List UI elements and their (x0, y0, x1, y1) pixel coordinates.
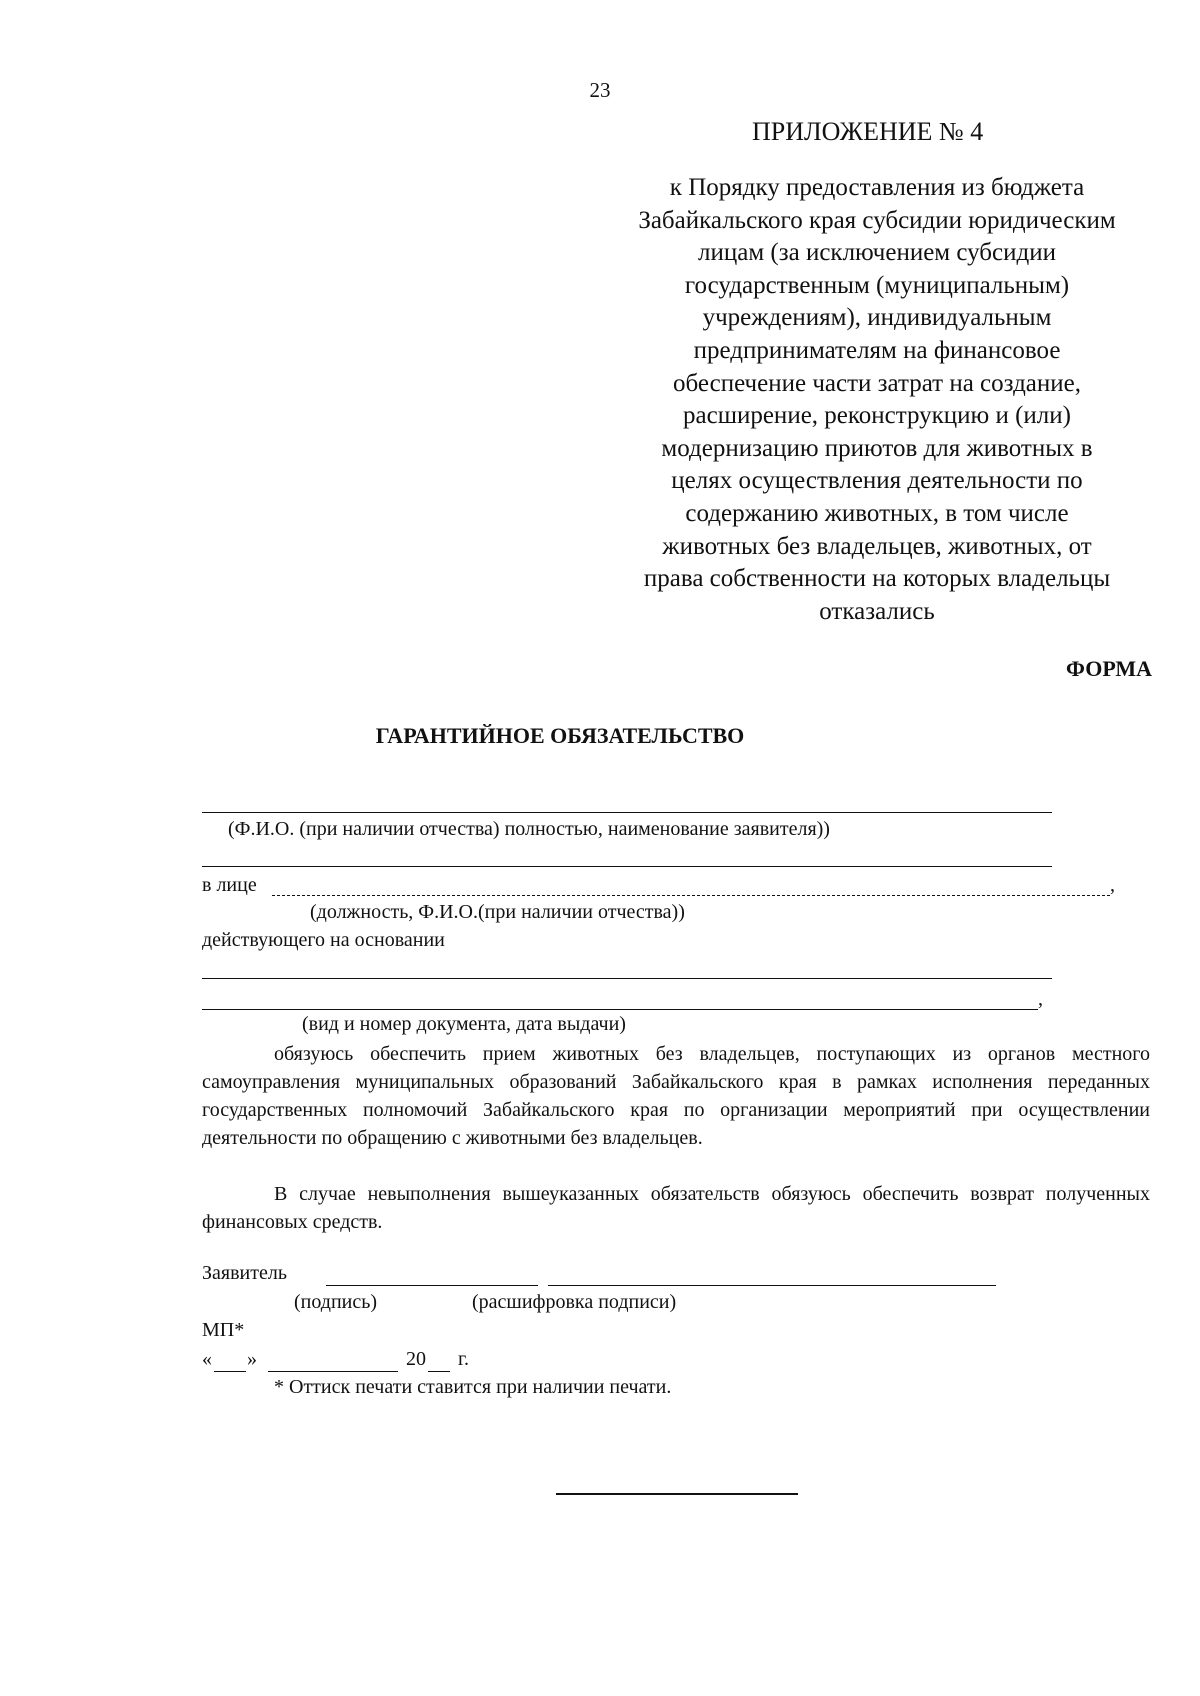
appendix-line: модернизацию приютов для животных в (661, 434, 1093, 462)
date-day-field-line[interactable] (214, 1371, 246, 1372)
signature-decoding-field-line[interactable] (548, 1285, 996, 1286)
appendix-line: обеспечение части затрат на создание, (673, 369, 1081, 397)
appendix-line: целях осуществления деятельности по (671, 467, 1083, 495)
appendix-line: отказались (819, 597, 935, 625)
applicant-label: Заявитель (202, 1262, 287, 1284)
document-field-line-2[interactable] (202, 1009, 1038, 1010)
document-comma: , (1038, 988, 1043, 1010)
closing-separator-line (556, 1493, 798, 1495)
seal-footnote: * Оттиск печати ставится при наличии печати. (274, 1376, 672, 1398)
representative-comma: , (1110, 874, 1115, 896)
appendix-line: содержанию животных, в том числе (685, 499, 1069, 527)
date-year-field-line[interactable] (428, 1371, 450, 1372)
appendix-title: ПРИЛОЖЕНИЕ № 4 (752, 117, 984, 146)
page-number: 23 (589, 78, 611, 102)
document-title: ГАРАНТИЙНОЕ ОБЯЗАТЕЛЬСТВО (375, 723, 745, 748)
in-person-label: в лице (202, 874, 257, 896)
appendix-line: Забайкальского края субсидии юридическим (638, 206, 1116, 234)
appendix-description (592, 172, 1162, 628)
date-close-quote: » (247, 1348, 257, 1370)
appendix-line: предпринимателям на финансовое (693, 336, 1061, 364)
seal-label: МП* (202, 1319, 245, 1341)
signature-decoding-caption: (расшифровка подписи) (472, 1291, 677, 1313)
date-year-prefix: 20 (406, 1348, 426, 1370)
position-caption: (должность, Ф.И.О.(при наличии отчества)) (310, 901, 685, 923)
appendix-line: лицам (за исключением субсидии (698, 239, 1056, 267)
applicant-name-caption: (Ф.И.О. (при наличии отчества) полностью, наименование заявителя)) (228, 818, 830, 840)
representative-field-line[interactable] (272, 895, 1110, 896)
document-caption: (вид и номер документа, дата выдачи) (302, 1013, 626, 1035)
applicant-name-field-line[interactable] (202, 812, 1052, 813)
date-year-suffix: г. (458, 1348, 469, 1370)
appendix-line: к Порядку предоставления из бюджета (669, 174, 1085, 201)
signature-caption: (подпись) (294, 1291, 378, 1313)
signature-field-line[interactable] (326, 1285, 538, 1286)
acting-basis-label: действующего на основании (202, 929, 445, 951)
date-open-quote: « (202, 1348, 212, 1370)
document-field-line-1[interactable] (202, 978, 1052, 979)
date-month-field-line[interactable] (268, 1371, 398, 1372)
appendix-line: животных без владельцев, животных, от (662, 532, 1092, 560)
appendix-line: расширение, реконструкцию и (или) (683, 402, 1071, 430)
refund-paragraph: В случае невыполнения вышеуказанных обязательств обязуюсь обеспечить возврат полученных финансовых средств. (202, 1183, 1150, 1233)
appendix-line: государственным (муниципальным) (684, 271, 1070, 299)
appendix-line: права собственности на которых владельцы (643, 565, 1111, 593)
form-label: ФОРМА (1066, 656, 1152, 681)
appendix-line: учреждениям), индивидуальным (702, 304, 1052, 332)
applicant-name-extra-line[interactable] (202, 866, 1052, 867)
obligation-paragraph: обязуюсь обеспечить прием животных без владельцев, поступающих из органов местного самоуправления муниципальных образований Забайкальского края в рамках исполнения переданных государственных полномочий Забайкальского края по организации мероприятий при осуществлении деятельности по обращению с животными без владельцев. (202, 1043, 1150, 1149)
